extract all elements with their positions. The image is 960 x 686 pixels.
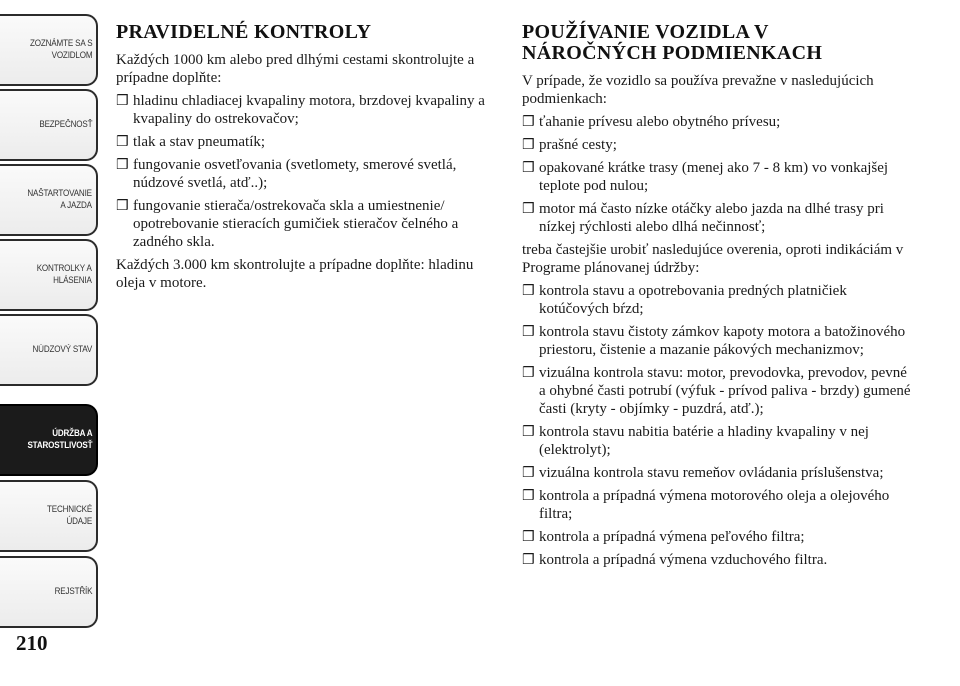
tab-label: NÚDZOVÝ STAV <box>32 344 92 355</box>
list-item: ❒ kontrola stavu čistoty zámkov kapoty motora a batožinového priestoru, čistenie a mazanie pákových mechanizmov; <box>522 324 906 358</box>
severe-conditions-section <box>522 22 912 574</box>
checks-list <box>522 282 912 569</box>
checkbox-icon: ❒ <box>522 201 535 217</box>
list-item: ❒ kontrola a prípadná výmena motorového oleja a olejového filtra; <box>522 488 890 522</box>
tab-nastartovanie[interactable] <box>0 164 98 236</box>
paragraph: Každých 3.000 km skontrolujte a prípadne doplňte: hladinu oleja v motore. <box>116 257 474 291</box>
tab-label: REJSTŘÍK <box>54 586 92 597</box>
tab-label: ÚDRŽBA A STAROSTLIVOSŤ <box>27 428 92 451</box>
checkbox-icon: ❒ <box>522 114 535 130</box>
tab-zoznamte-sa[interactable] <box>0 14 98 86</box>
list-item: ❒ tlak a stav pneumatík; <box>116 134 266 150</box>
section-title: POUŽÍVANIE VOZIDLA V NÁROČNÝCH PODMIENKACH <box>522 21 823 64</box>
list-item: ❒ kontrola a prípadná výmena vzduchového filtra. <box>522 552 828 568</box>
paragraph: V prípade, že vozidlo sa používa prevažne v nasledujúcich podmienkach: <box>522 73 874 107</box>
list-item: ❒ vizuálna kontrola stavu remeňov ovládania príslušenstva; <box>522 465 884 481</box>
checkbox-icon: ❒ <box>522 324 535 340</box>
tab-label: BEZPEČNOSŤ <box>38 119 92 130</box>
checkbox-icon: ❒ <box>522 529 535 545</box>
tab-label: TECHNICKÉ ÚDAJE <box>46 504 92 527</box>
checkbox-icon: ❒ <box>522 552 535 568</box>
list-item: ❒ fungovanie stierača/ostrekovača skla a umiestnenie/ opotrebovanie stieracích gumičiek stieračov čelného a zadného skla. <box>116 198 459 250</box>
checkbox-icon: ❒ <box>522 137 535 153</box>
list-item: ❒ vizuálna kontrola stavu: motor, prevodovka, prevodov, pevné a ohybné časti potrubí (výfuk - prívod paliva - brzdy) gumené časti (kryty - objímky - puzdrá, atď.); <box>522 365 911 417</box>
checkbox-icon: ❒ <box>522 488 535 504</box>
tab-label: KONTROLKY A HLÁSENIA <box>37 263 92 286</box>
list-item: ❒ kontrola a prípadná výmena peľového filtra; <box>522 529 805 545</box>
list-item: ❒ kontrola stavu nabitia batérie a hladiny kvapaliny v nej (elektrolyt); <box>522 424 869 458</box>
list-item: ❒ prašné cesty; <box>522 137 617 153</box>
checkbox-icon: ❒ <box>522 283 535 299</box>
tab-nudzovy-stav[interactable] <box>0 314 98 386</box>
checkbox-icon: ❒ <box>116 198 129 214</box>
checklist <box>116 92 498 251</box>
tab-kontrolky[interactable] <box>0 239 98 311</box>
tab-bezpecnost[interactable] <box>0 89 98 161</box>
checkbox-icon: ❒ <box>116 157 129 173</box>
checkbox-icon: ❒ <box>116 134 129 150</box>
checkbox-icon: ❒ <box>522 465 535 481</box>
tab-label: NAŠTARTOVANIE A JAZDA <box>27 188 92 211</box>
list-item: ❒ ťahanie prívesu alebo obytného prívesu; <box>522 114 781 130</box>
section-title: PRAVIDELNÉ KONTROLY <box>116 21 372 43</box>
list-item: ❒ hladinu chladiacej kvapaliny motora, brzdovej kvapaliny a kvapaliny do ostrekovačov; <box>116 93 485 127</box>
tab-technicke-udaje[interactable] <box>0 480 98 552</box>
paragraph: Každých 1000 km alebo pred dlhými cestami skontrolujte a prípadne doplňte: <box>116 52 475 86</box>
conditions-list <box>522 113 912 236</box>
checkbox-icon: ❒ <box>116 93 129 109</box>
checkbox-icon: ❒ <box>522 424 535 440</box>
chapter-tabs <box>0 0 100 640</box>
checkbox-icon: ❒ <box>522 160 535 176</box>
list-item: ❒ fungovanie osvetľovania (svetlomety, smerové svetlá, núdzové svetlá, atď..); <box>116 157 457 191</box>
paragraph: treba častejšie urobiť nasledujúce overenia, oproti indikáciám v Programe plánovanej údržby: <box>522 242 904 276</box>
regular-checks-section <box>116 22 498 297</box>
tab-udrzba-active[interactable] <box>0 404 98 476</box>
list-item: ❒ opakované krátke trasy (menej ako 7 - 8 km) vo vonkajšej teplote pod nulou; <box>522 160 889 194</box>
checkbox-icon: ❒ <box>522 365 535 381</box>
list-item: ❒ kontrola stavu a opotrebovania predných platničiek kotúčových bŕzd; <box>522 283 847 317</box>
tab-rejstrik[interactable] <box>0 556 98 628</box>
list-item: ❒ motor má často nízke otáčky alebo jazda na dlhé trasy pri nízkej rýchlosti alebo dlhá nečinnosť; <box>522 201 884 235</box>
page-number: 210 <box>16 631 48 655</box>
tab-label: ZOZNÁMTE SA S VOZIDLOM <box>29 38 92 61</box>
